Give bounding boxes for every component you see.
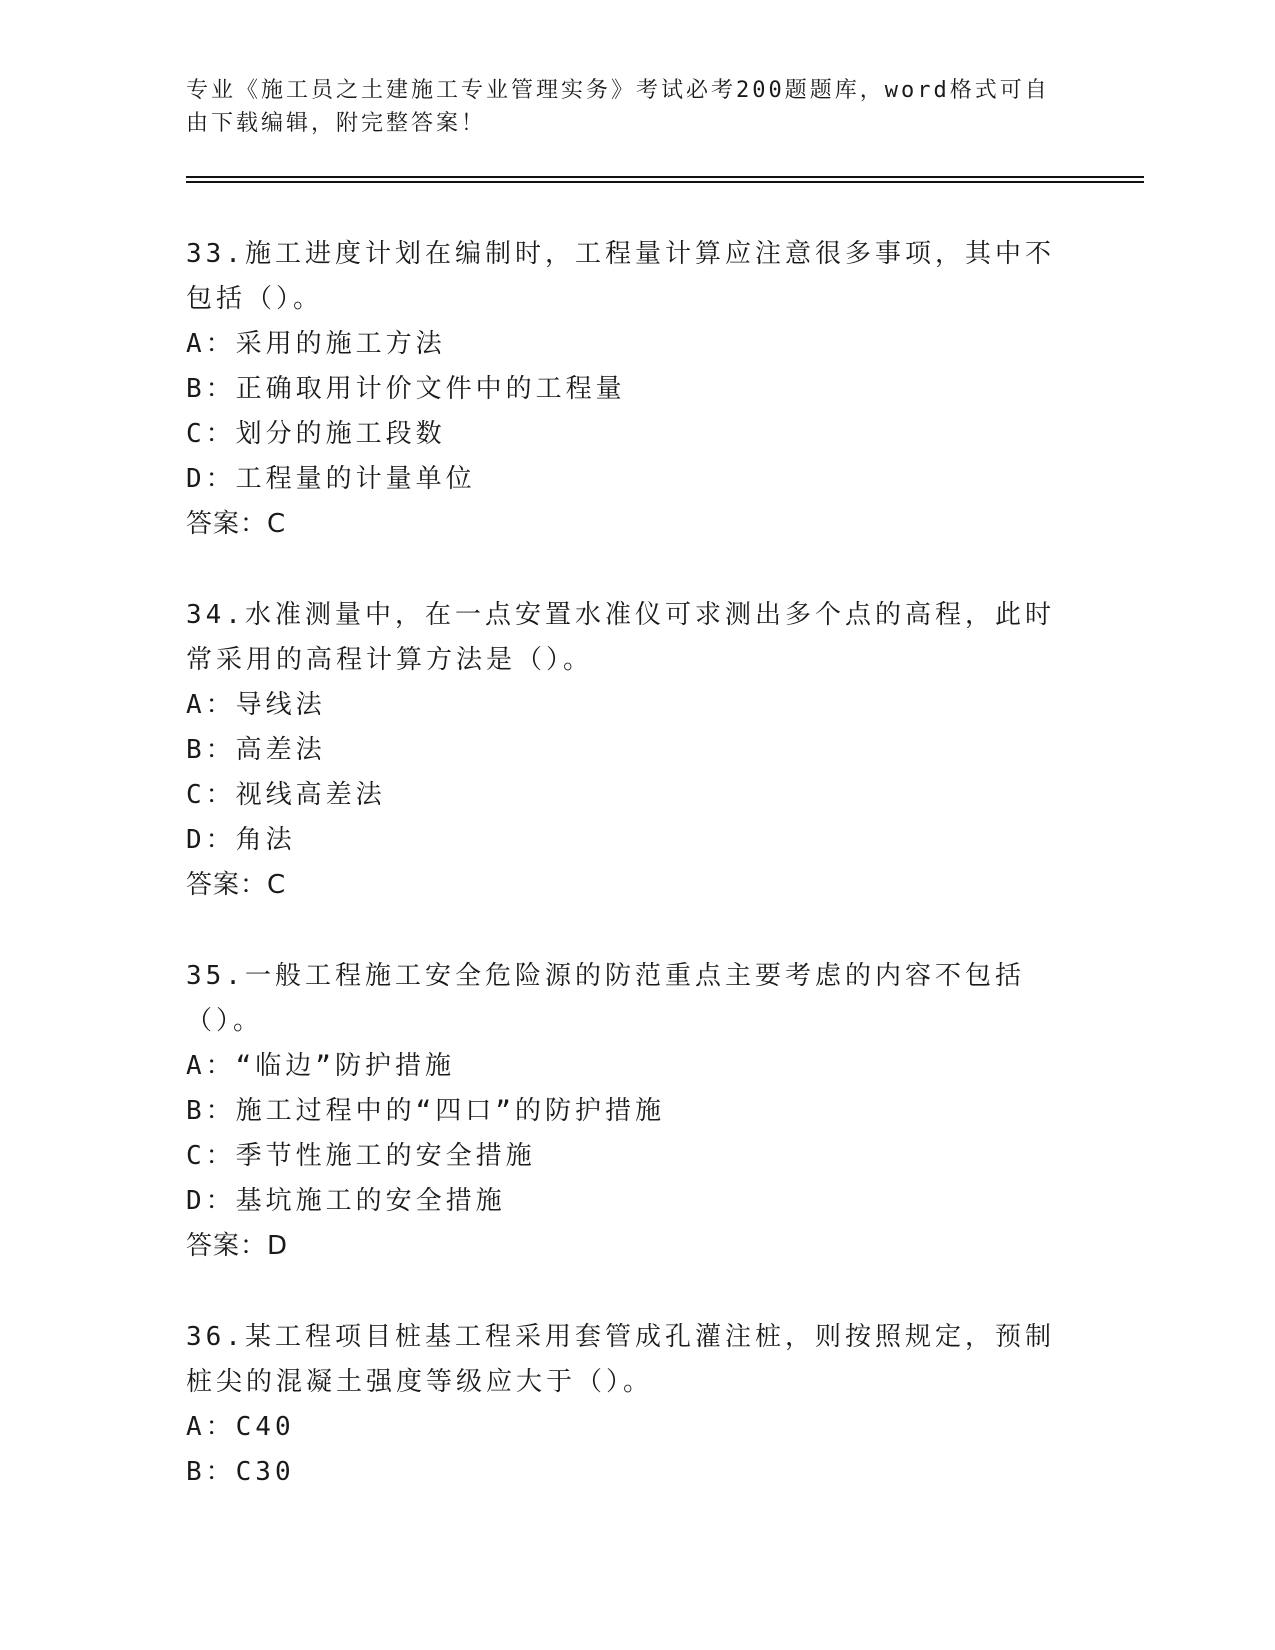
option-a: A：C40 xyxy=(186,1412,295,1442)
answer-line: 答案：D xyxy=(186,1231,289,1261)
question-33 xyxy=(186,232,1086,547)
answer-line: 答案：C xyxy=(186,870,287,900)
option-c: C：季节性施工的安全措施 xyxy=(186,1141,536,1171)
question-34 xyxy=(186,593,1086,908)
question-stem: 33.施工进度计划在编制时，工程量计算应注意很多事项，其中不包括（）。 xyxy=(186,239,1055,314)
answer-line: 答案：C xyxy=(186,509,287,539)
question-stem: 36.某工程项目桩基工程采用套管成孔灌注桩，则按照规定，预制桩尖的混凝土强度等级应大于（）。 xyxy=(186,1322,1055,1397)
option-d: D：基坑施工的安全措施 xyxy=(186,1186,506,1216)
question-stem: 34.水准测量中，在一点安置水准仪可求测出多个点的高程，此时常采用的高程计算方法是（）。 xyxy=(186,600,1055,675)
option-d: D：角法 xyxy=(186,825,296,855)
option-b: B：高差法 xyxy=(186,735,326,765)
option-b: B：正确取用计价文件中的工程量 xyxy=(186,374,626,404)
option-c: C：划分的施工段数 xyxy=(186,419,446,449)
question-list xyxy=(186,232,1086,1541)
header-divider-bottom xyxy=(186,181,1144,183)
question-35 xyxy=(186,954,1086,1269)
option-a: A：导线法 xyxy=(186,690,326,720)
option-b: B：施工过程中的“四口”的防护措施 xyxy=(186,1096,665,1126)
option-d: D：工程量的计量单位 xyxy=(186,464,476,494)
header-divider-top xyxy=(186,176,1144,178)
question-stem: 35.一般工程施工安全危险源的防范重点主要考虑的内容不包括（）。 xyxy=(186,961,1025,1036)
option-a: A：“临边”防护措施 xyxy=(186,1051,455,1081)
option-a: A：采用的施工方法 xyxy=(186,329,446,359)
option-c: C：视线高差法 xyxy=(186,780,386,810)
question-36 xyxy=(186,1315,1086,1495)
option-b: B：C30 xyxy=(186,1457,295,1487)
document-header: 专业《施工员之土建施工专业管理实务》考试必考200题题库，word格式可自由下载编辑，附完整答案！ xyxy=(186,78,1050,136)
